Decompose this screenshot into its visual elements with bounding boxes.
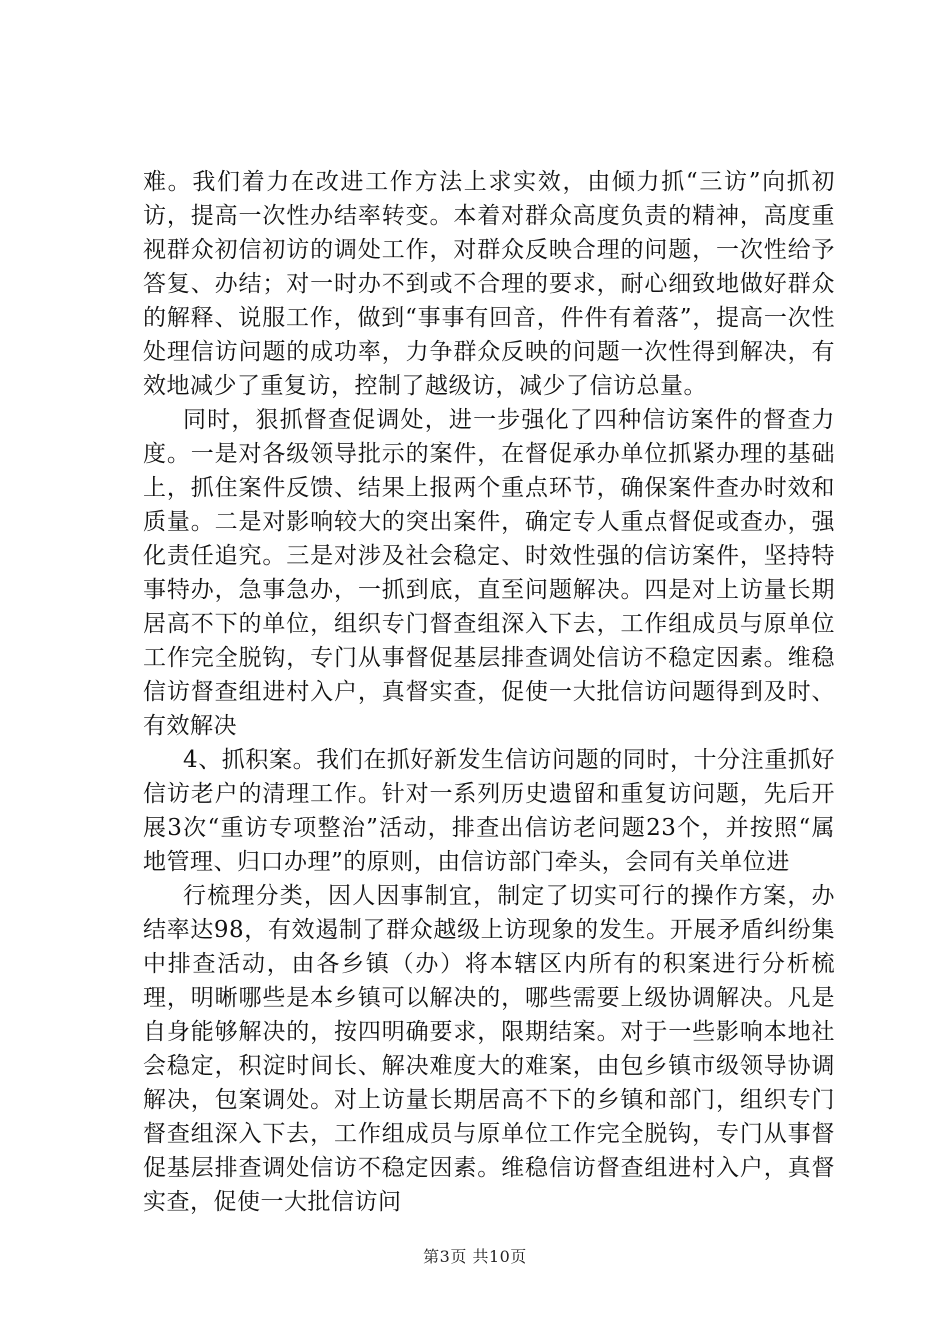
paragraph-4: 行梳理分类，因人因事制宜，制定了切实可行的操作方案，办结率达98，有效遏制了群众越级上访现象的发生。开展矛盾纠纷集中排查活动，由各乡镇（办）将本辖区内所有的积案进行分析梳理，明晰哪些是本乡镇可以解决的，哪些需要上级协调解决。凡是自身能够解决的，按四明确要求，限期结案。对于一些影响本地社会稳定，积淀时间长、解决难度大的难案，由包乡镇市级领导协调解决，包案调处。对上访量长期居高不下的乡镇和部门，组织专门督查组深入下去，工作组成员与原单位工作完全脱钩，专门从事督促基层排查调处信访不稳定因素。维稳信访督查组进村入户，真督实查，促使一大批信访问: [143, 883, 835, 1215]
page-number-footer: 第3页 共10页: [423, 1247, 527, 1266]
paragraph-2: 同时，狠抓督查促调处，进一步强化了四种信访案件的督查力度。一是对各级领导批示的案件，在督促承办单位抓紧办理的基础上，抓住案件反馈、结果上报两个重点环节，确保案件查办时效和质量。二是对影响较大的突出案件，确定专人重点督促或查办，强化责任追究。三是对涉及社会稳定、时效性强的信访案件，坚持特事特办，急事急办，一抓到底，直至问题解决。四是对上访量长期居高不下的单位，组织专门督查组深入下去，工作组成员与原单位工作完全脱钩，专门从事督促基层排查调处信访不稳定因素。维稳信访督查组进村入户，真督实查，促使一大批信访问题得到及时、有效解决: [143, 407, 835, 739]
document-body: [143, 165, 835, 1219]
paragraph-3: 4、抓积案。我们在抓好新发生信访问题的同时，十分注重抓好信访老户的清理工作。针对一系列历史遗留和重复访问题，先后开展3次“重访专项整治”活动，排查出信访老问题23个，并按照“属地管理、归口办理”的原则，由信访部门牵头，会同有关单位进: [143, 747, 835, 875]
paragraph-1: 难。我们着力在改进工作方法上求实效，由倾力抓“三访”向抓初访，提高一次性办结率转变。本着对群众高度负责的精神，高度重视群众初信初访的调处工作，对群众反映合理的问题，一次性给予答复、办结；对一时办不到或不合理的要求，耐心细致地做好群众的解释、说服工作，做到“事事有回音，件件有着落”，提高一次性处理信访问题的成功率，力争群众反映的问题一次性得到解决，有效地减少了重复访，控制了越级访，减少了信访总量。: [143, 169, 835, 399]
